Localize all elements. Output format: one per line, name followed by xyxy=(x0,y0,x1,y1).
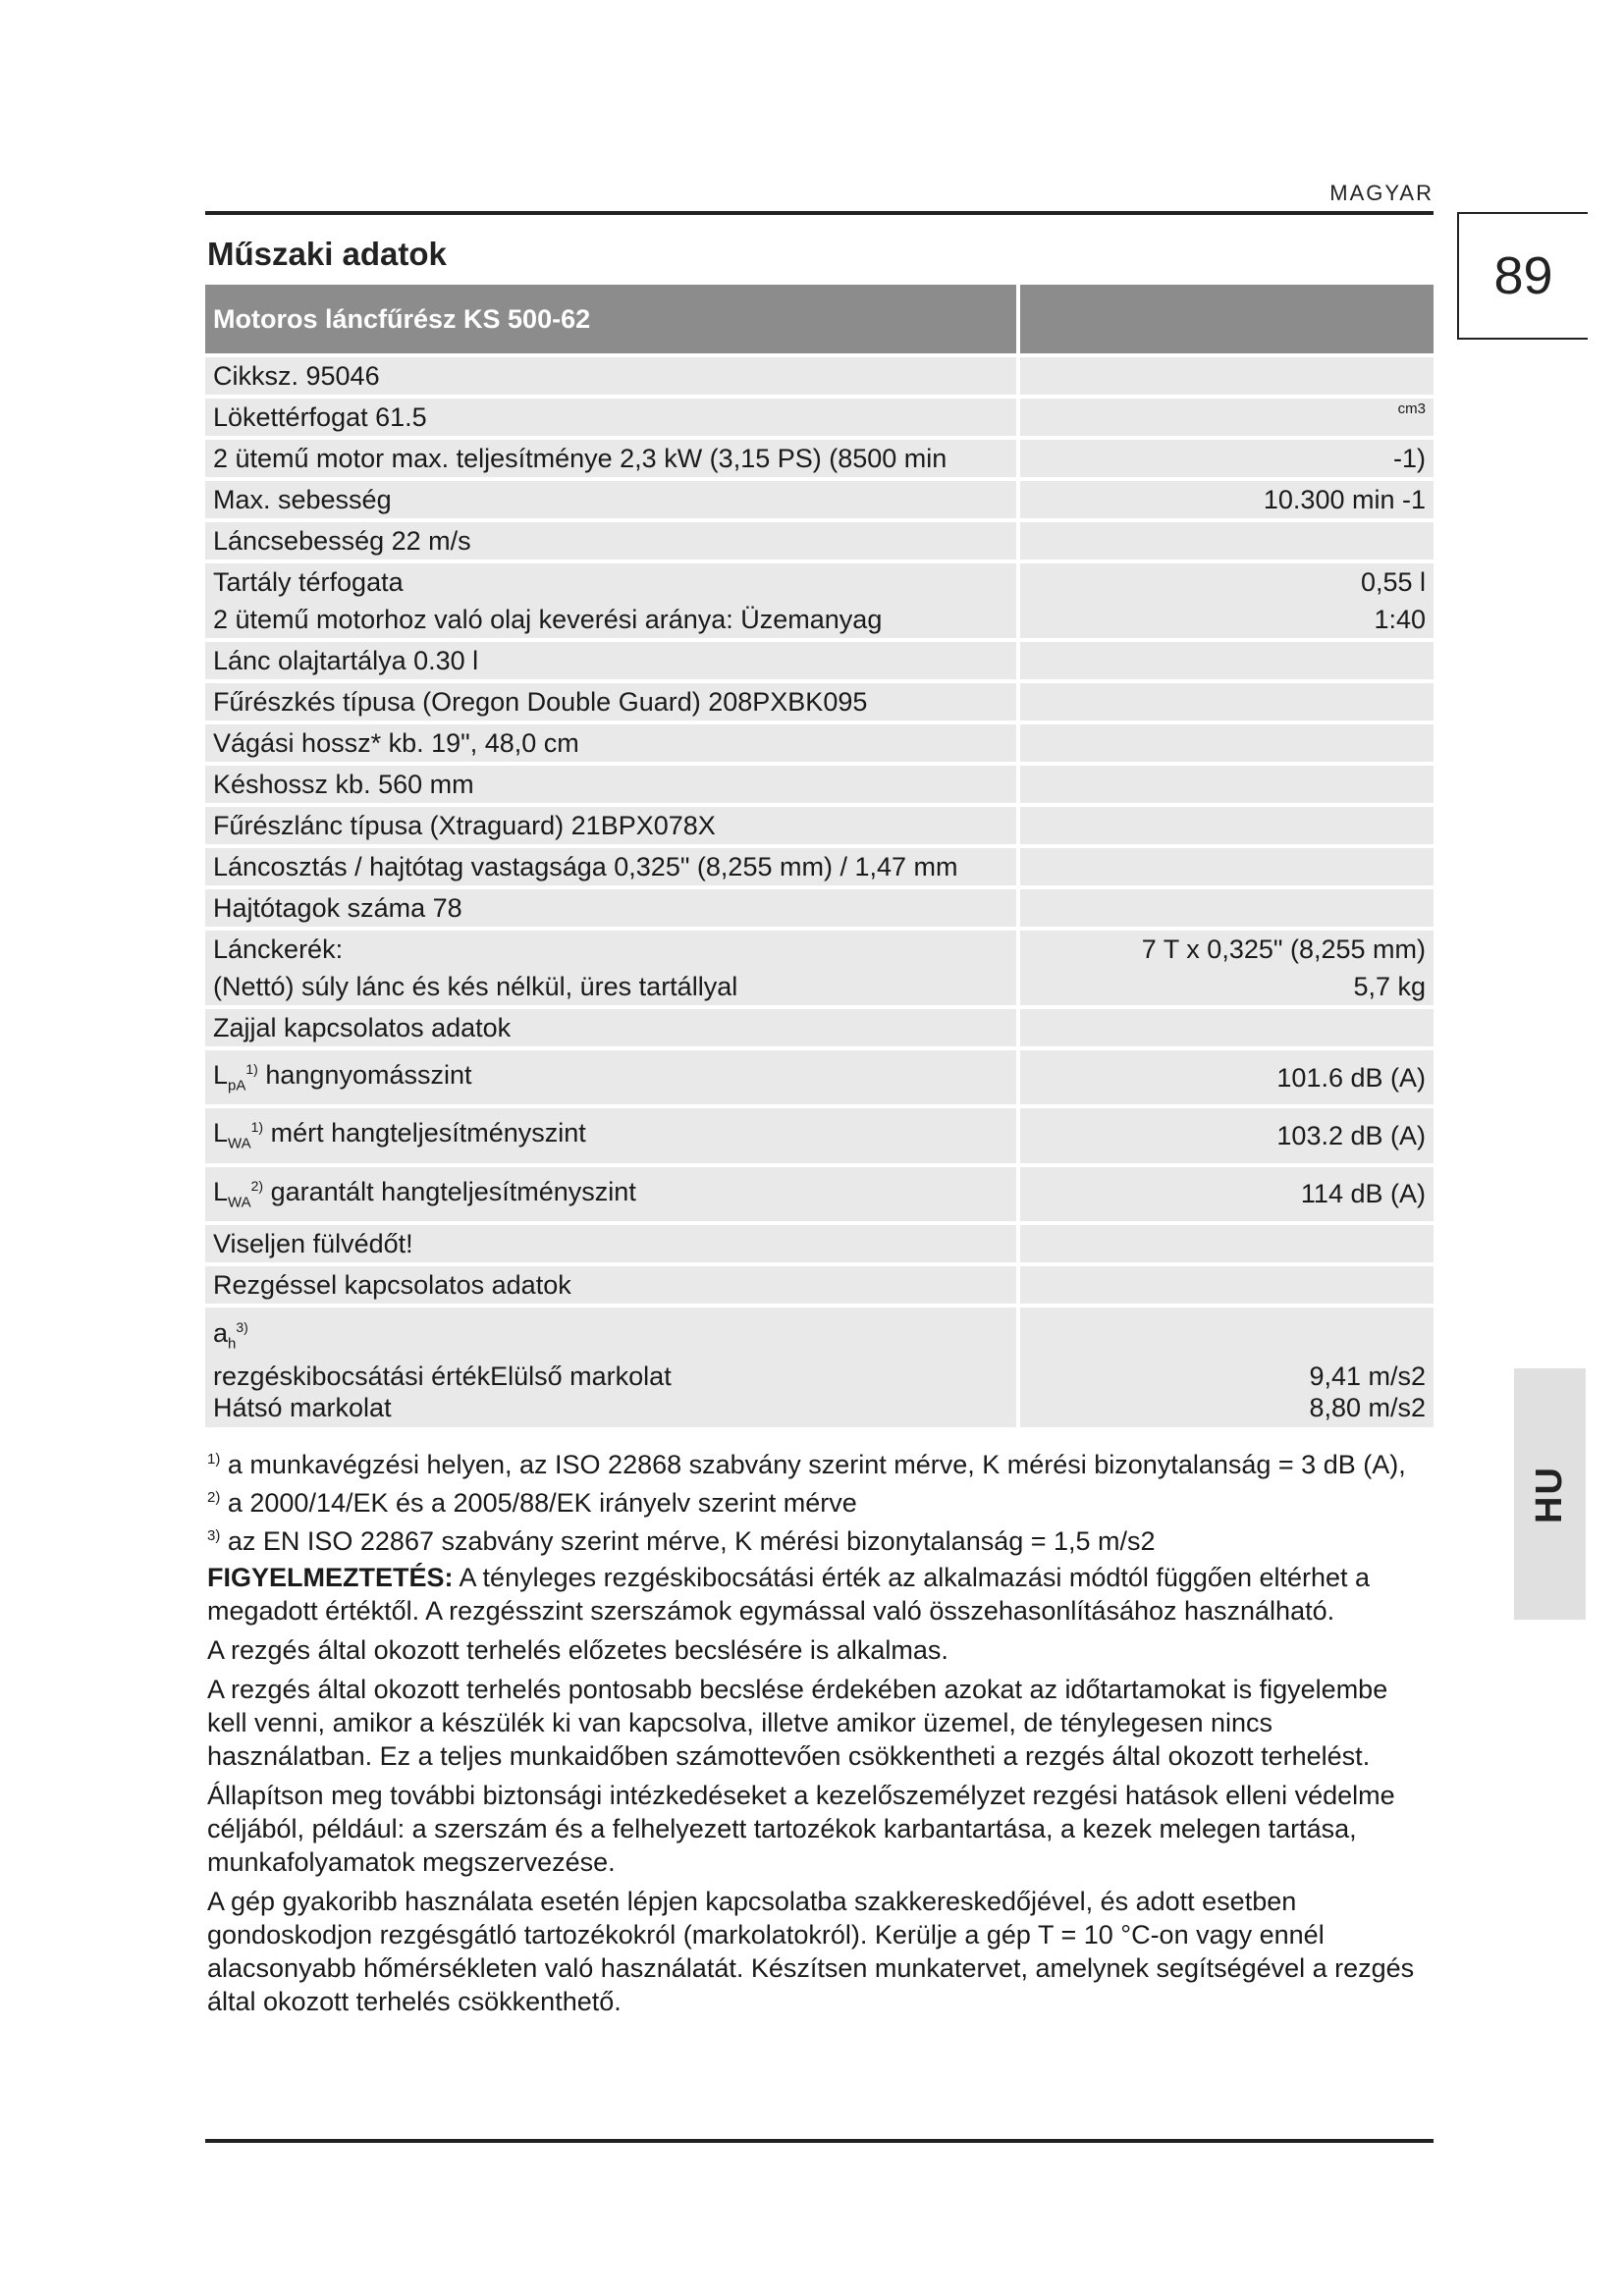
row-label: Késhossz kb. 560 mm xyxy=(205,766,1020,803)
noise-symbol: L xyxy=(213,1060,229,1090)
row-value xyxy=(1020,848,1434,885)
row-value xyxy=(1020,642,1434,679)
footnotes xyxy=(207,1443,1435,1558)
paragraph: Állapítson meg további biztonsági intézkedéseket a kezelőszemélyzet rezgési hatások elleni védelme céljából, például: a szerszám és a felhelyezett tartozékok karbantartása, a kezek melegen tartása, munkafolyamatok megszervezése. xyxy=(207,1781,1395,1877)
noise-row xyxy=(205,1167,1434,1221)
table-row xyxy=(205,889,1434,927)
row-label: Cikksz. 95046 xyxy=(205,357,1020,395)
footnote xyxy=(207,1481,1435,1520)
row-value xyxy=(1020,522,1434,560)
row-value-line: 7 T x 0,325" (8,255 mm) xyxy=(1141,934,1426,964)
noise-row xyxy=(205,1050,1434,1104)
header-empty-cell xyxy=(1020,285,1434,353)
table-row xyxy=(205,683,1434,721)
row-value xyxy=(1020,1009,1434,1046)
noise-value: 101.6 dB (A) xyxy=(1020,1050,1434,1104)
product-name: Motoros láncfűrész KS 500-62 xyxy=(205,285,1020,353)
row-value-line: 0,55 l xyxy=(1360,567,1426,597)
row-label: Láncsebesség 22 m/s xyxy=(205,522,1020,560)
row-value xyxy=(1020,357,1434,395)
table-row xyxy=(205,481,1434,518)
row-label xyxy=(205,931,1020,1005)
row-value xyxy=(1020,889,1434,927)
vibration-subscript: h xyxy=(228,1335,237,1353)
row-label: 2 ütemű motor max. teljesítménye 2,3 kW (3,15 PS) (8500 min xyxy=(205,440,1020,477)
row-value xyxy=(1020,1266,1434,1304)
noise-row xyxy=(205,1108,1434,1162)
row-label-line: Tartály térfogata xyxy=(213,567,404,597)
footnote-mark: 3) xyxy=(207,1527,221,1544)
row-label: Lökettérfogat 61.5 xyxy=(205,399,1020,436)
paragraph: A rezgés által okozott terhelés előzetes becslésére is alkalmas. xyxy=(207,1635,948,1665)
vibration-line: Hátsó markolat xyxy=(213,1392,392,1422)
row-value-line: 5,7 kg xyxy=(1353,972,1426,1001)
vibration-symbol: a xyxy=(213,1318,229,1349)
noise-label xyxy=(205,1167,1020,1221)
table-row xyxy=(205,440,1434,477)
spec-table xyxy=(205,281,1434,1431)
body-text xyxy=(207,1561,1435,2024)
table-row xyxy=(205,563,1434,638)
warning-text: A tényleges rezgéskibocsátási érték az alkalmazási módtól függően eltérhet a megadott értéktől. A rezgésszint szerszámok egymással való összehasonlításához használható. xyxy=(207,1563,1371,1626)
top-rule xyxy=(205,211,1434,215)
table-row xyxy=(205,724,1434,762)
noise-subscript: WA xyxy=(228,1135,251,1152)
table-row xyxy=(205,1009,1434,1046)
page-number: 89 xyxy=(1457,212,1588,340)
footnote-mark: 1) xyxy=(207,1451,221,1468)
table-row xyxy=(205,807,1434,844)
hearing-protection-note: Viseljen fülvédőt! xyxy=(205,1225,1020,1262)
footnote-mark: 2) xyxy=(207,1489,221,1506)
row-value: -1) xyxy=(1020,440,1434,477)
table-row xyxy=(205,642,1434,679)
table-row xyxy=(205,931,1434,1005)
row-label: Fűrészkés típusa (Oregon Double Guard) 208PXBK095 xyxy=(205,683,1020,721)
row-value xyxy=(1020,1225,1434,1262)
table-row xyxy=(205,357,1434,395)
noise-superscript: 1) xyxy=(250,1119,264,1136)
row-value xyxy=(1020,931,1434,1005)
vibration-line: rezgéskibocsátási értékElülső markolat xyxy=(213,1361,672,1391)
row-value xyxy=(1020,766,1434,803)
table-row xyxy=(205,522,1434,560)
paragraph: A gép gyakoribb használata esetén lépjen kapcsolatba szakkereskedőjével, és adott esetben gondoskodjon rezgésgátló tartozékokról (markolatokról). Kerülje a gép T = 10 °C-on vagy ennél alacsonyabb hőmérsékleten való használatát. Készítsen munkatervet, amelynek segítségével a rezgés által okozott terhelés csökkenthető. xyxy=(207,1887,1415,2016)
row-value: cm3 xyxy=(1020,399,1434,436)
noise-text: garantált hangteljesítményszint xyxy=(270,1176,636,1206)
row-value-line: 1:40 xyxy=(1374,605,1426,634)
noise-superscript: 1) xyxy=(245,1061,258,1077)
row-label: Zajjal kapcsolatos adatok xyxy=(205,1009,1020,1046)
section-title: Műszaki adatok xyxy=(207,236,447,272)
table-row xyxy=(205,1225,1434,1262)
footnote-text: a munkavégzési helyen, az ISO 22868 szabvány szerint mérve, K mérési bizonytalanság = 3 dB (A), xyxy=(227,1450,1406,1479)
row-label-line: 2 ütemű motorhoz való olaj keverési aránya: Üzemanyag xyxy=(213,605,883,634)
footnote xyxy=(207,1520,1435,1558)
row-label-line: (Nettó) súly lánc és kés nélkül, üres tartállyal xyxy=(213,972,738,1001)
row-label: Lánc olajtartálya 0.30 l xyxy=(205,642,1020,679)
row-label: Vágási hossz* kb. 19", 48,0 cm xyxy=(205,724,1020,762)
table-row xyxy=(205,848,1434,885)
row-label: Hajtótagok száma 78 xyxy=(205,889,1020,927)
noise-superscript: 2) xyxy=(250,1177,264,1194)
noise-text: hangnyomásszint xyxy=(265,1060,472,1090)
row-label xyxy=(205,563,1020,638)
noise-symbol: L xyxy=(213,1176,229,1206)
vibration-label xyxy=(205,1308,1020,1426)
row-value xyxy=(1020,683,1434,721)
noise-text: mért hangteljesítményszint xyxy=(270,1118,586,1148)
vibration-values xyxy=(1020,1308,1434,1426)
footnote xyxy=(207,1443,1435,1481)
row-label: Láncosztás / hajtótag vastagsága 0,325" (8,255 mm) / 1,47 mm xyxy=(205,848,1020,885)
footnote-text: az EN ISO 22867 szabvány szerint mérve, K mérési bizonytalanság = 1,5 m/s2 xyxy=(227,1526,1156,1556)
table-row xyxy=(205,766,1434,803)
vibration-symbol-line xyxy=(213,1311,1008,1360)
row-value xyxy=(1020,724,1434,762)
row-value: 10.300 min -1 xyxy=(1020,481,1434,518)
noise-symbol: L xyxy=(213,1118,229,1148)
noise-label xyxy=(205,1108,1020,1162)
vibration-heading: Rezgéssel kapcsolatos adatok xyxy=(205,1266,1020,1304)
bottom-rule xyxy=(205,2139,1434,2143)
footnote-text: a 2000/14/EK és a 2005/88/EK irányelv szerint mérve xyxy=(227,1488,857,1518)
vibration-value: 8,80 m/s2 xyxy=(1309,1392,1426,1422)
row-label: Fűrészlánc típusa (Xtraguard) 21BPX078X xyxy=(205,807,1020,844)
warning-lead: FIGYELMEZTETÉS: xyxy=(207,1563,454,1592)
table-row xyxy=(205,399,1434,436)
row-label-line: Lánckerék: xyxy=(213,934,344,964)
row-label: Max. sebesség xyxy=(205,481,1020,518)
vibration-row xyxy=(205,1308,1434,1426)
language-side-tab xyxy=(1514,1368,1586,1620)
language-label: MAGYAR xyxy=(1329,181,1434,205)
noise-value: 114 dB (A) xyxy=(1020,1167,1434,1221)
noise-subscript: WA xyxy=(228,1194,251,1211)
row-value xyxy=(1020,563,1434,638)
table-row xyxy=(205,1266,1434,1304)
language-side-tab-label: HU xyxy=(1528,1465,1570,1523)
warning-paragraph xyxy=(207,1561,1435,1628)
table-header xyxy=(205,285,1434,353)
noise-label xyxy=(205,1050,1020,1104)
paragraph: A rezgés által okozott terhelés pontosabb becslése érdekében azokat az időtartamokat is figyelembe kell venni, amikor a készülék ki van kapcsolva, illetve amikor üzemel, de ténylegesen nincs használatban. Ez a teljes munkaidőben számottevően csökkentheti a rezgés által okozott terhelést. xyxy=(207,1675,1388,1771)
noise-subscript: pA xyxy=(228,1077,246,1095)
row-value xyxy=(1020,807,1434,844)
vibration-superscript: 3) xyxy=(236,1319,248,1336)
noise-value: 103.2 dB (A) xyxy=(1020,1108,1434,1162)
vibration-value: 9,41 m/s2 xyxy=(1309,1361,1426,1391)
